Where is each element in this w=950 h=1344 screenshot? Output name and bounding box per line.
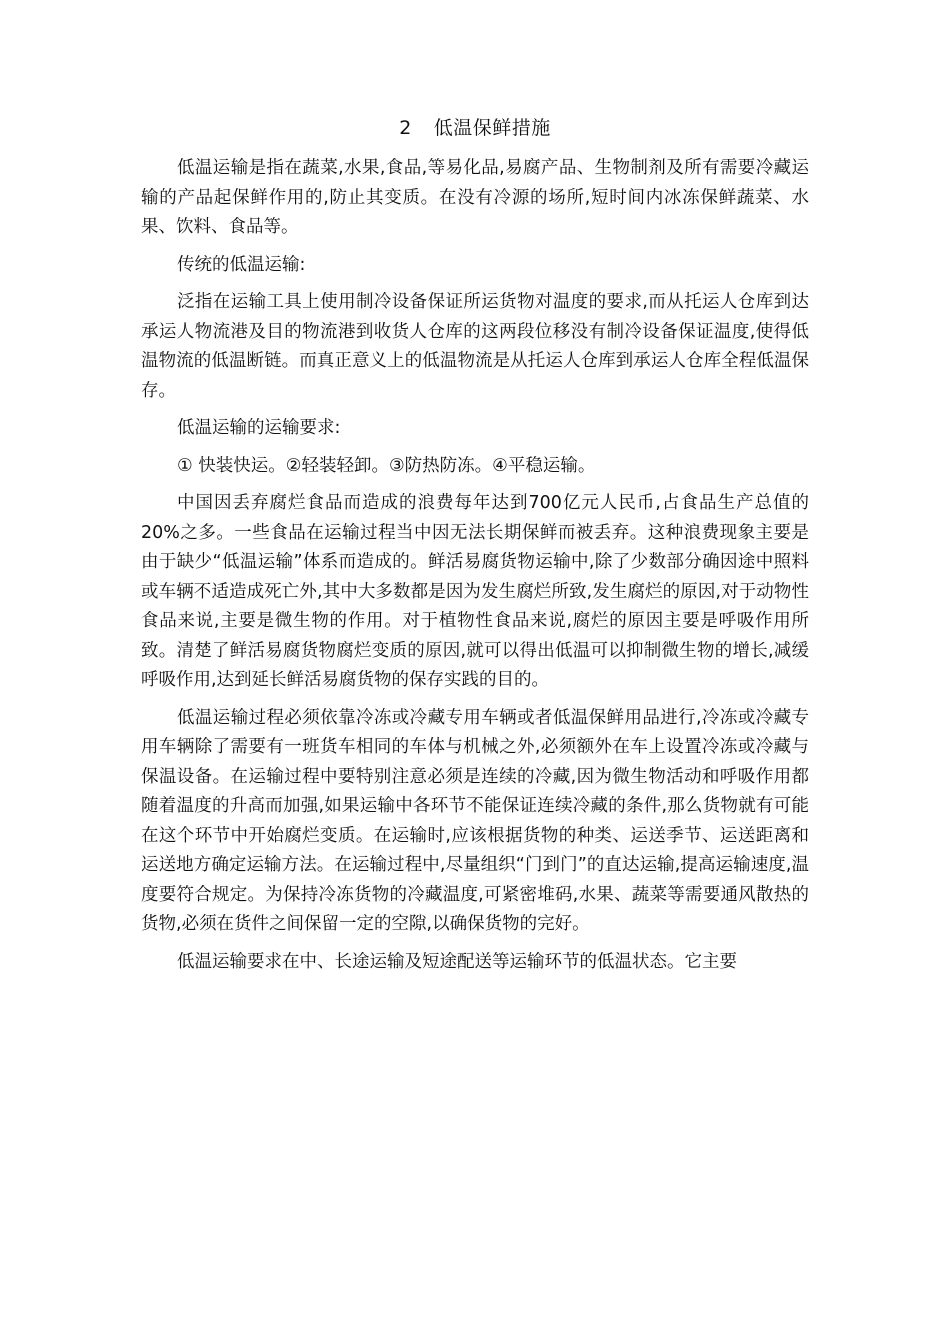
paragraph-continuation: 低温运输要求在中、长途运输及短途配送等运输环节的低温状态。它主要	[177, 951, 737, 972]
body-text	[141, 154, 809, 977]
paragraph-definition: 低温运输是指在蔬菜,水果,食品,等易化品,易腐产品、生物制剂及所有需要冷藏运输的产品起保鲜作用的,防止其变质。在没有冷源的场所,短时间内冰冻保鲜蔬菜、水果、饮料、食品等。	[141, 158, 809, 237]
paragraph-traditional-heading: 传统的低温运输:	[177, 254, 306, 275]
paragraph-requirements-list: ① 快装快运。②轻装轻卸。③防热防冻。④平稳运输。	[177, 455, 596, 476]
paragraph-traditional-body: 泛指在运输工具上使用制冷设备保证所运货物对温度的要求,而从托运人仓库到达承运人物流港及目的物流港到收货人仓库的这两段位移没有制冷设备保证温度,使得低温物流的低温断链。而真正意义上的低温物流是从托运人仓库到承运人仓库全程低温保存。	[141, 292, 809, 401]
section-heading	[0, 114, 950, 142]
paragraph-process: 低温运输过程必须依靠冷冻或冷藏专用车辆或者低温保鲜用品进行,冷冻或冷藏专用车辆除了需要有一班货车相同的车体与机械之外,必须额外在车上设置冷冻或冷藏与保温设备。在运输过程中要特别注意必须是连续的冷藏,因为微生物活动和呼吸作用都随着温度的升高而加强,如果运输中各环节不能保证连续冷藏的条件,那么货物就有可能在这个环节中开始腐烂变质。在运输时,应该根据货物的种类、运送季节、运送距离和运送地方确定运输方法。在运输过程中,尽量组织“门到门”的直达运输,提高运输速度,温度要符合规定。为保持冷冻货物的冷藏温度,可紧密堆码,水果、蔬菜等需要通风散热的货物,必须在货件之间保留一定的空隙,以确保货物的完好。	[141, 707, 809, 934]
paragraph-waste: 中国因丢弃腐烂食品而造成的浪费每年达到700亿元人民币,占食品生产总值的20%之多。一些食品在运输过程当中因无法长期保鲜而被丢弃。这种浪费现象主要是由于缺少“低温运输”体系而造成的。鲜活易腐货物运输中,除了少数部分确因途中照料或车辆不适造成死亡外,其中大多数都是因为发生腐烂所致,发生腐烂的原因,对于动物性食品来说,主要是微生物的作用。对于植物性食品来说,腐烂的原因主要是呼吸作用所致。清楚了鲜活易腐货物腐烂变质的原因,就可以得出低温可以抑制微生物的增长,减缓呼吸作用,达到延长鲜活易腐货物的保存实践的目的。	[141, 493, 809, 690]
section-title: 低温保鲜措施	[433, 117, 551, 139]
paragraph-requirements-heading: 低温运输的运输要求:	[177, 418, 341, 438]
section-number: 2	[399, 117, 412, 139]
